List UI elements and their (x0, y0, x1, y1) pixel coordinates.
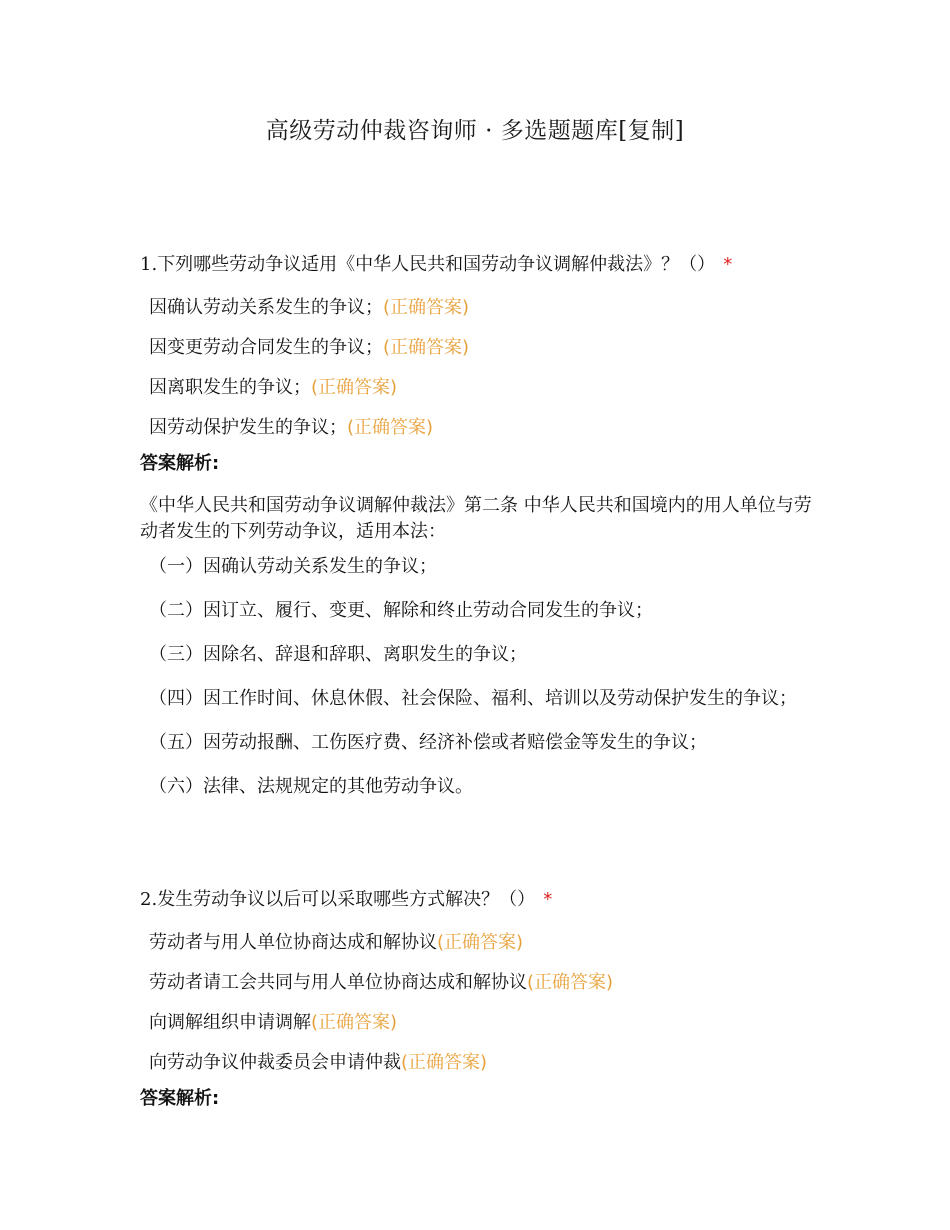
analysis-body (140, 493, 820, 818)
option-item[interactable] (149, 930, 820, 970)
page-title: 高级劳动仲裁咨询师 · 多选题题库[复制] (265, 118, 685, 144)
option-label: 向劳动争议仲裁委员会申请仲裁 (149, 1052, 401, 1073)
option-label: 向调解组织申请调解 (149, 1012, 311, 1033)
option-item[interactable] (149, 1050, 820, 1090)
correct-answer-tag: (正确答案) (383, 337, 470, 358)
option-label: 因确认劳动关系发生的争议； (149, 297, 383, 318)
option-label: 因离职发生的争议； (149, 377, 311, 398)
option-item[interactable] (149, 375, 820, 415)
correct-answer-tag: (正确答案) (437, 932, 524, 953)
option-label: 因变更劳动合同发生的争议； (149, 337, 383, 358)
correct-answer-tag: (正确答案) (347, 417, 434, 438)
option-label: 劳动者请工会共同与用人单位协商达成和解协议 (149, 972, 527, 993)
analysis-item: （一）因确认劳动关系发生的争议； (149, 556, 437, 577)
question-number: 1. (140, 254, 158, 275)
required-mark: * (723, 254, 733, 275)
correct-answer-tag: (正确答案) (527, 972, 614, 993)
question-1 (140, 252, 820, 818)
question-number: 2. (140, 889, 158, 910)
correct-answer-tag: (正确答案) (311, 377, 398, 398)
required-mark: * (543, 889, 553, 910)
option-list (140, 930, 820, 1090)
analysis-item: （六）法律、法规规定的其他劳动争议。 (149, 776, 473, 797)
analysis-item: （三）因除名、辞退和辞职、离职发生的争议； (149, 644, 527, 665)
analysis-intro: 《中华人民共和国劳动争议调解仲裁法》第二条 中华人民共和国境内的用人单位与劳动者发生的下列劳动争议，适用本法： (140, 495, 812, 542)
analysis-item: （四）因工作时间、休息休假、社会保险、福利、培训以及劳动保护发生的争议； (149, 688, 797, 709)
option-item[interactable] (149, 295, 820, 335)
correct-answer-tag: (正确答案) (383, 297, 470, 318)
question-stem: 发生劳动争议以后可以采取哪些方式解决？（） (157, 889, 536, 910)
option-list (140, 295, 820, 455)
correct-answer-tag: (正确答案) (401, 1052, 488, 1073)
question-text (140, 252, 820, 278)
question-text (140, 887, 820, 913)
question-2 (140, 887, 820, 1112)
option-item[interactable] (149, 970, 820, 1010)
option-item[interactable] (149, 335, 820, 375)
option-item[interactable] (149, 1010, 820, 1050)
analysis-label: 答案解析: (140, 1088, 220, 1109)
question-stem: 下列哪些劳动争议适用《中华人民共和国劳动争议调解仲裁法》？（） (157, 254, 716, 275)
analysis-label: 答案解析: (140, 453, 220, 474)
analysis-item: （五）因劳动报酬、工伤医疗费、经济补偿或者赔偿金等发生的争议； (149, 732, 707, 753)
correct-answer-tag: (正确答案) (311, 1012, 398, 1033)
analysis-item: （二）因订立、履行、变更、解除和终止劳动合同发生的争议； (149, 600, 653, 621)
option-label: 因劳动保护发生的争议； (149, 417, 347, 438)
option-item[interactable] (149, 415, 820, 455)
option-label: 劳动者与用人单位协商达成和解协议 (149, 932, 437, 953)
